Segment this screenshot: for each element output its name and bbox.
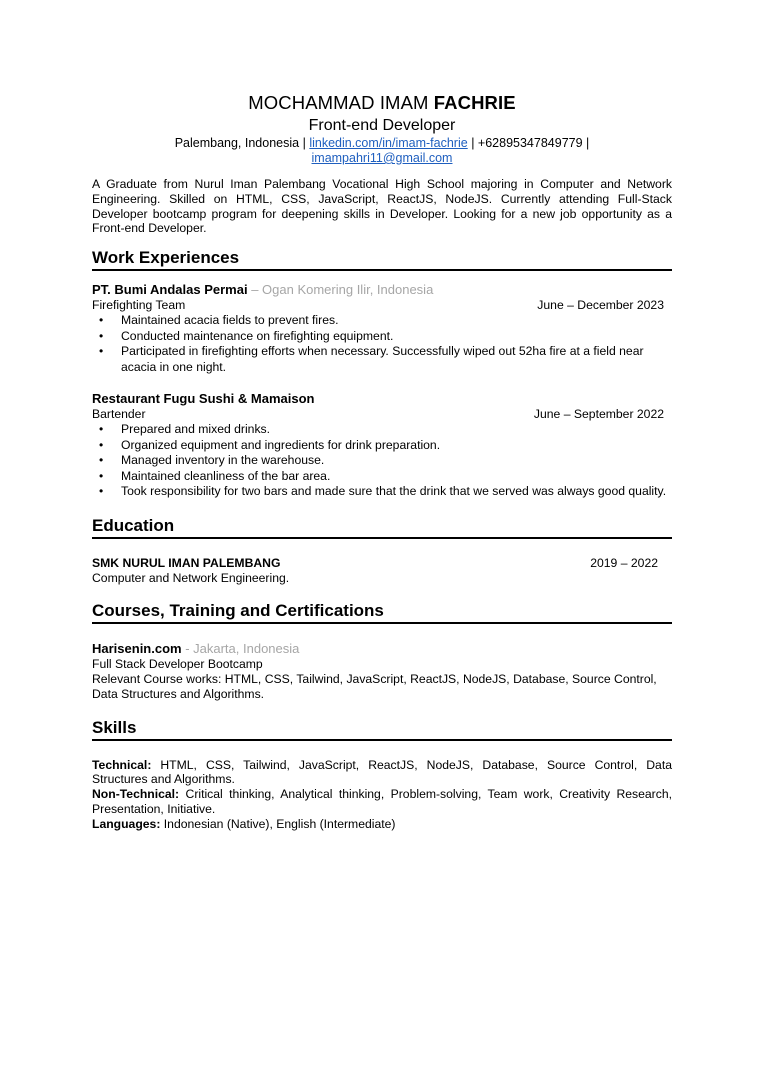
contact-separator: | xyxy=(586,136,590,150)
course-provider: Harisenin.com xyxy=(92,640,182,656)
list-item: • Maintained acacia fields to prevent fires. xyxy=(121,313,672,329)
name-last: FACHRIE xyxy=(433,92,516,113)
course-relevant: Relevant Course works: HTML, CSS, Tailwind, JavaScript, ReactJS, NodeJS, Database, Source Control, Data Structures and Algorithms. xyxy=(92,671,657,701)
contact-line xyxy=(92,136,672,166)
job-company-line xyxy=(92,282,672,298)
skills-technical xyxy=(92,758,672,788)
skills-languages-label: Languages: xyxy=(92,816,161,831)
course-entry xyxy=(92,641,672,702)
skills-entry xyxy=(92,758,672,832)
course-provider-line xyxy=(92,641,672,657)
job-position: Bartender xyxy=(92,407,146,422)
education-row xyxy=(92,556,672,571)
list-item: • Prepared and mixed drinks. xyxy=(121,422,672,438)
skills-languages xyxy=(92,817,672,832)
education-entry xyxy=(92,556,672,586)
resume-page xyxy=(92,92,672,832)
name-first: MOCHAMMAD IMAM xyxy=(248,92,429,113)
job-entry xyxy=(92,391,672,500)
job-position-row xyxy=(92,298,672,313)
skills-languages-value: Indonesian (Native), English (Intermediate) xyxy=(160,816,396,831)
section-title-education: Education xyxy=(92,516,672,539)
candidate-role: Front-end Developer xyxy=(308,117,456,134)
job-bullets xyxy=(92,313,672,375)
linkedin-link[interactable]: linkedin.com/in/imam-fachrie xyxy=(309,136,468,150)
section-title-courses: Courses, Training and Certifications xyxy=(92,601,672,624)
education-major: Computer and Network Engineering. xyxy=(92,570,290,585)
education-school: SMK NURUL IMAN PALEMBANG xyxy=(92,555,281,570)
section-title-work: Work Experiences xyxy=(92,248,672,271)
job-location: – Ogan Komering Ilir, Indonesia xyxy=(247,282,434,298)
course-location: - Jakarta, Indonesia xyxy=(181,640,300,656)
job-company: Restaurant Fugu Sushi & Mamaison xyxy=(92,391,315,407)
job-bullets xyxy=(92,422,672,500)
job-company-line xyxy=(92,391,672,407)
candidate-name xyxy=(92,92,672,114)
job-date: June – September 2022 xyxy=(533,407,664,422)
email-link[interactable]: imampahri11@gmail.com xyxy=(311,151,453,165)
job-company: PT. Bumi Andalas Permai xyxy=(92,282,248,298)
course-program: Full Stack Developer Bootcamp xyxy=(92,656,263,671)
job-position: Firefighting Team xyxy=(92,298,186,313)
education-date: 2019 – 2022 xyxy=(590,555,658,570)
skills-nontechnical xyxy=(92,787,672,817)
list-item: • Participated in firefighting efforts when necessary. Successfully wiped out 52ha fire at a field near acacia in one night. xyxy=(121,344,672,375)
list-item: • Maintained cleanliness of the bar area. xyxy=(121,469,672,485)
skills-nontechnical-value: Critical thinking, Analytical thinking, Problem-solving, Team work, Creativity Research, Presentation, Initiative. xyxy=(92,787,672,817)
contact-location: Palembang, Indonesia xyxy=(174,136,300,150)
skills-nontechnical-label: Non-Technical: xyxy=(92,787,180,802)
job-date: June – December 2023 xyxy=(537,298,664,313)
skills-technical-label: Technical: xyxy=(92,757,152,772)
list-item: • Managed inventory in the warehouse. xyxy=(121,453,672,469)
summary-text: A Graduate from Nurul Iman Palembang Vocational High School majoring in Computer and Network Engineering. Skilled on HTML, CSS, JavaScript, ReactJS, NodeJS. Currently attending Full-Stack Developer bootcamp program for deepening skills in Developer. Looking for a new job opportunity as a Front-end Developer. xyxy=(92,177,672,236)
list-item: • Organized equipment and ingredients for drink preparation. xyxy=(121,438,672,454)
list-item: • Conducted maintenance on firefighting equipment. xyxy=(121,329,672,345)
section-title-skills: Skills xyxy=(92,718,672,741)
skills-technical-value: HTML, CSS, Tailwind, JavaScript, ReactJS, NodeJS, Database, Source Control, Data Structures and Algorithms. xyxy=(92,757,672,787)
contact-separator: | xyxy=(302,136,306,150)
job-position-row xyxy=(92,407,672,422)
contact-phone: +62895347849779 xyxy=(477,136,583,150)
contact-separator: | xyxy=(471,136,475,150)
job-entry xyxy=(92,282,672,375)
list-item: • Took responsibility for two bars and made sure that the drink that we served was always good quality. xyxy=(121,484,672,500)
